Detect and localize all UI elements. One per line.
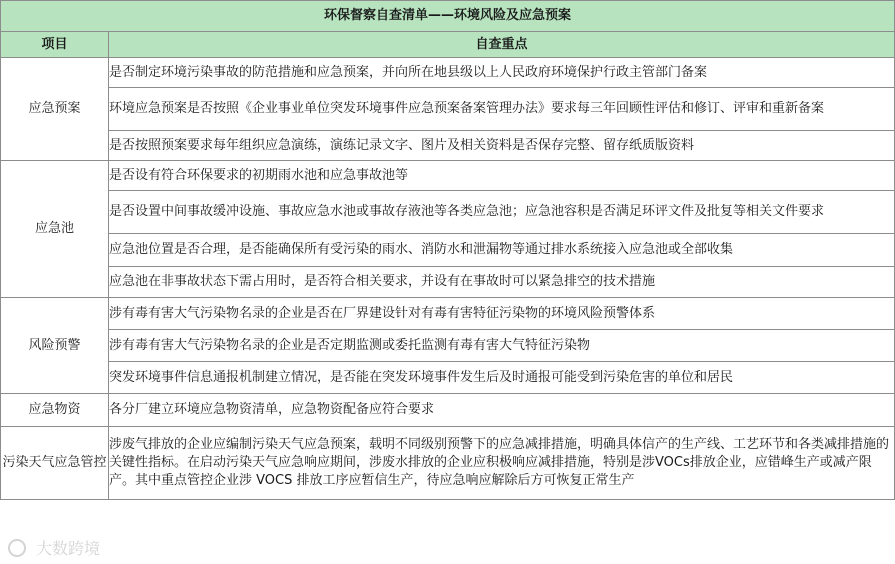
table-row: [1, 298, 895, 330]
check-point-cell: 是否设有符合环保要求的初期雨水池和应急事故池等: [109, 161, 895, 191]
table-row: [1, 161, 895, 191]
check-point-cell: 是否制定环境污染事故的防范措施和应急预案，并向所在地县级以上人民政府环境保护行政主管部门备案: [109, 58, 895, 88]
category-cell: 应急物资: [1, 394, 109, 427]
column-header-focus: 自查重点: [109, 32, 895, 58]
category-cell: 污染天气应急管控: [1, 427, 109, 500]
watermark-text: 大数跨境: [36, 539, 101, 558]
check-point-cell: 涉废气排放的企业应编制污染天气应急预案，载明不同级别预警下的应急减排措施，明确具体信产的生产线、工艺环节和各类减排措施的关键性指标。在启动污染天气应急响应期间，涉废水排放的企业应积极响应减排措施，特别是涉VOCs排放企业，应错峰生产或减产限产。其中重点管控企业涉 VOCS 排放工序应暂信生产，待应急响应解除后方可恢复正常生产: [109, 427, 895, 500]
table-title: 环保督察自查清单——环境风险及应急预案: [1, 1, 895, 32]
category-cell: 应急池: [1, 161, 109, 298]
check-point-cell: 涉有毒有害大气污染物名录的企业是否在厂界建设针对有毒有害特征污染物的环境风险预警体系: [109, 298, 895, 330]
check-point-cell: 是否按照预案要求每年组织应急演练，演练记录文字、图片及相关资料是否保存完整、留存纸质版资料: [109, 131, 895, 161]
category-cell: 应急预案: [1, 58, 109, 161]
table-row: [1, 362, 895, 394]
table-row: [1, 191, 895, 234]
header-row: [1, 32, 895, 58]
table-row: [1, 131, 895, 161]
title-row: [1, 1, 895, 32]
table-row: [1, 88, 895, 131]
column-header-item: 项目: [1, 32, 109, 58]
check-point-cell: 应急池在非事故状态下需占用时，是否符合相关要求，并设有在事故时可以紧急排空的技术措施: [109, 267, 895, 298]
table-row: [1, 58, 895, 88]
table-row: [1, 267, 895, 298]
check-point-cell: 各分厂建立环境应急物资清单，应急物资配备应符合要求: [109, 394, 895, 427]
table-row: [1, 330, 895, 362]
category-cell: 风险预警: [1, 298, 109, 394]
check-point-cell: 应急池位置是否合理，是否能确保所有受污染的雨水、消防水和泄漏物等通过排水系统接入应急池或全部收集: [109, 234, 895, 267]
check-point-cell: 环境应急预案是否按照《企业事业单位突发环境事件应急预案备案管理办法》要求每三年回顾性评估和修订、评审和重新备案: [109, 88, 895, 131]
table-row: [1, 394, 895, 427]
check-point-cell: 涉有毒有害大气污染物名录的企业是否定期监测或委托监测有毒有害大气特征污染物: [109, 330, 895, 362]
watermark: [8, 536, 100, 559]
brand-logo-icon: [8, 539, 26, 557]
table-row: [1, 427, 895, 500]
table-row: [1, 234, 895, 267]
check-point-cell: 突发环境事件信息通报机制建立情况，是否能在突发环境事件发生后及时通报可能受到污染危害的单位和居民: [109, 362, 895, 394]
check-point-cell: 是否设置中间事故缓冲设施、事故应急水池或事故存液池等各类应急池；应急池容积是否满足环评文件及批复等相关文件要求: [109, 191, 895, 234]
